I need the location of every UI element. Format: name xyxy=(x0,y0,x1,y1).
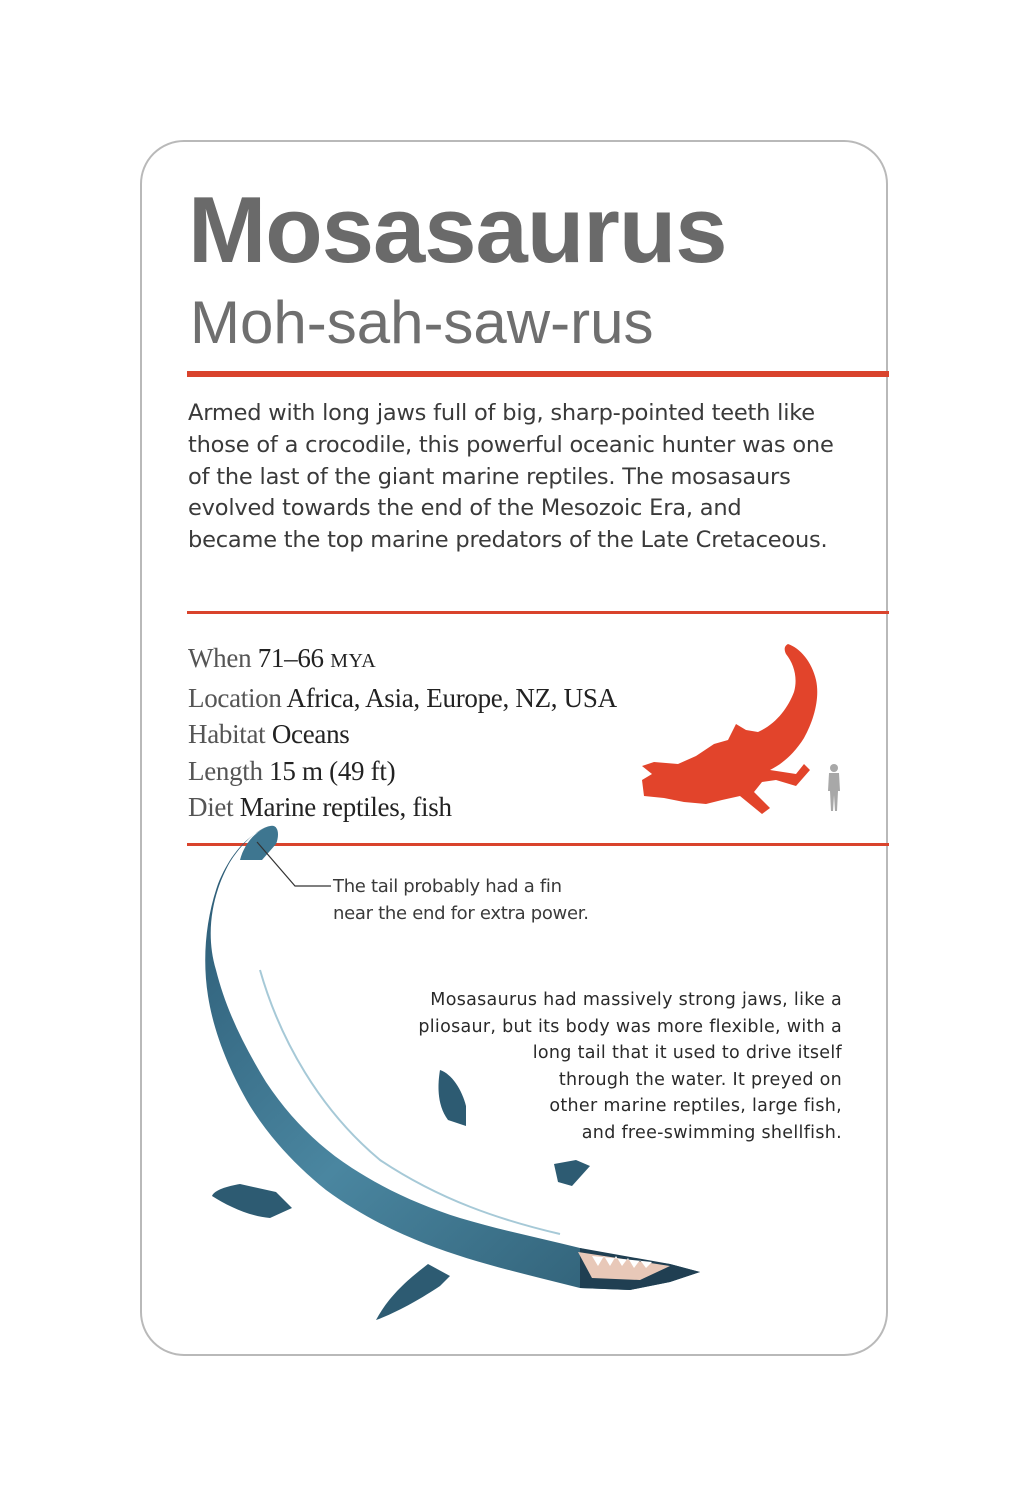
human-scale-icon xyxy=(824,763,844,813)
caption-line: Mosasaurus had massively strong jaws, like a xyxy=(430,990,842,1010)
illustration-caption xyxy=(372,987,842,1146)
facts-list xyxy=(188,640,617,826)
fact-label: Habitat xyxy=(188,719,266,749)
fact-unit: MYA xyxy=(330,650,377,672)
description-line: those of a crocodile, this powerful oceanic hunter was one xyxy=(188,431,834,458)
facts-top-divider xyxy=(187,611,889,614)
caption-line: other marine reptiles, large fish, xyxy=(549,1096,842,1116)
fact-label: Length xyxy=(188,755,263,786)
title-divider xyxy=(187,371,889,377)
fact-when xyxy=(188,640,617,680)
caption-line: and free-swimming shellfish. xyxy=(581,1122,842,1143)
caption-line: through the water. It preyed on xyxy=(558,1069,842,1090)
callout-line-text: near the end for extra power. xyxy=(333,902,589,924)
description-line: evolved towards the end of the Mesozoic Era, and xyxy=(188,495,742,522)
fact-value: Africa, Asia, Europe, NZ, USA xyxy=(286,682,617,713)
mosasaurus-silhouette-icon xyxy=(636,640,851,820)
fact-location xyxy=(188,680,617,717)
fact-value: 71–66 xyxy=(257,643,324,673)
fact-label: Location xyxy=(188,682,282,713)
fact-length xyxy=(188,753,617,790)
fact-value: 15 m (49 ft) xyxy=(269,755,396,786)
fact-habitat xyxy=(188,716,617,753)
callout-leader-line xyxy=(255,840,335,900)
caption-line: pliosaur, but its body was more flexible, with a xyxy=(418,1016,842,1037)
description-line: Armed with long jaws full of big, sharp-pointed teeth like xyxy=(188,400,815,426)
description-line: of the last of the giant marine reptiles. The mosasaurs xyxy=(188,463,791,490)
fact-value: Marine reptiles, fish xyxy=(239,792,452,822)
pronunciation: Moh-sah-saw-rus xyxy=(190,289,654,356)
description-line: became the top marine predators of the Late Cretaceous. xyxy=(188,527,828,554)
caption-line: long tail that it used to drive itself xyxy=(532,1043,842,1063)
description xyxy=(188,398,868,557)
fact-label: Diet xyxy=(188,792,234,822)
species-title: Mosasaurus xyxy=(188,177,727,282)
callout-line-text: The tail probably had a fin xyxy=(333,876,562,897)
tail-callout xyxy=(333,874,589,927)
fact-value: Oceans xyxy=(271,719,350,749)
fact-label: When xyxy=(188,643,252,673)
